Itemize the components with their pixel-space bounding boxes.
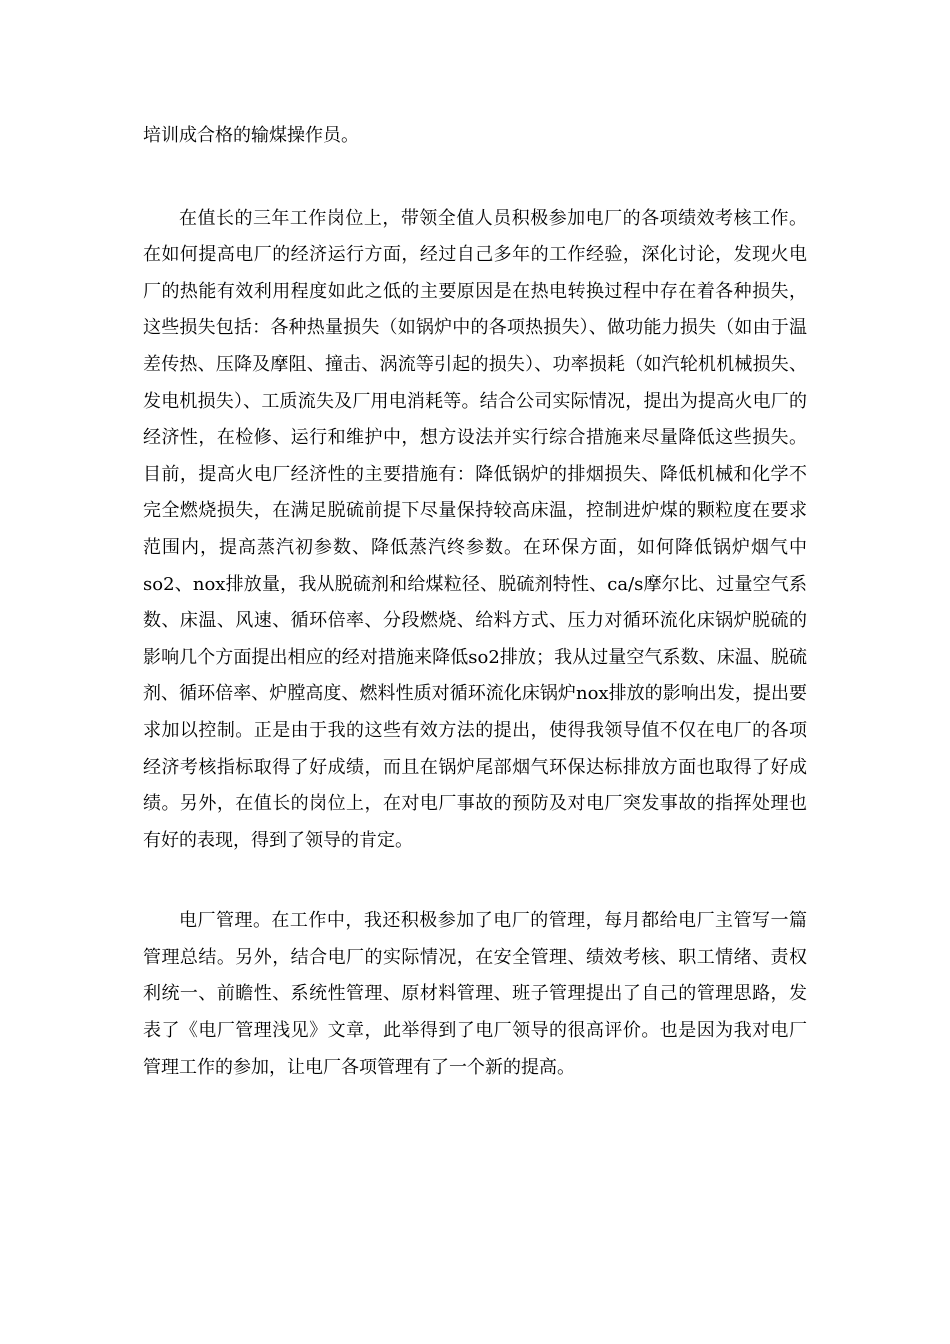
paragraph-spacer <box>143 155 807 201</box>
paragraph-3: 电厂管理。在工作中，我还积极参加了电厂的管理，每月都给电厂主管写一篇管理总结。另外，结合电厂的实际情况，在安全管理、绩效考核、职工情绪、责权利统一、前瞻性、系统性管理、原材料管理、班子管理提出了自己的管理思路，发表了《电厂管理浅见》文章，此举得到了电厂领导的很高评价。也是因为我对电厂管理工作的参加，让电厂各项管理有了一个新的提高。 <box>143 910 807 1078</box>
body-text <box>143 118 807 1086</box>
paragraph-2: 在值长的三年工作岗位上，带领全值人员积极参加电厂的各项绩效考核工作。在如何提高电厂的经济运行方面，经过自己多年的工作经验，深化讨论，发现火电厂的热能有效利用程度如此之低的主要原因是在热电转换过程中存在着各种损失，这些损失包括：各种热量损失（如锅炉中的各项热损失）、做功能力损失（如由于温差传热、压降及摩阻、撞击、涡流等引起的损失）、功率损耗（如汽轮机机械损失、发电机损失）、工质流失及厂用电消耗等。结合公司实际情况，提出为提高火电厂的经济性，在检修、运行和维护中，想方设法并实行综合措施来尽量降低这些损失。目前，提高火电厂经济性的主要措施有：降低锅炉的排烟损失、降低机械和化学不完全燃烧损失，在满足脱硫前提下尽量保持较高床温，控制进炉煤的颗粒度在要求范围内，提高蒸汽初参数、降低蒸汽终参数。在环保方面，如何降低锅炉烟气中so2、nox排放量，我从脱硫剂和给煤粒径、脱硫剂特性、ca/s摩尔比、过量空气系数、床温、风速、循环倍率、分段燃烧、给料方式、压力对循环流化床锅炉脱硫的影响几个方面提出相应的经对措施来降低so2排放；我从过量空气系数、床温、脱硫剂、循环倍率、炉膛高度、燃料性质对循环流化床锅炉nox排放的影响出发，提出要求加以控制。正是由于我的这些有效方法的提出，使得我领导值不仅在电厂的各项经济考核指标取得了好成绩，而且在锅炉尾部烟气环保达标排放方面也取得了好成绩。另外，在值长的岗位上，在对电厂事故的预防及对电厂突发事故的指挥处理也有好的表现，得到了领导的肯定。 <box>143 207 807 851</box>
paragraph-1: 培训成合格的输煤操作员。 <box>143 125 359 146</box>
paragraph-spacer <box>143 859 807 903</box>
